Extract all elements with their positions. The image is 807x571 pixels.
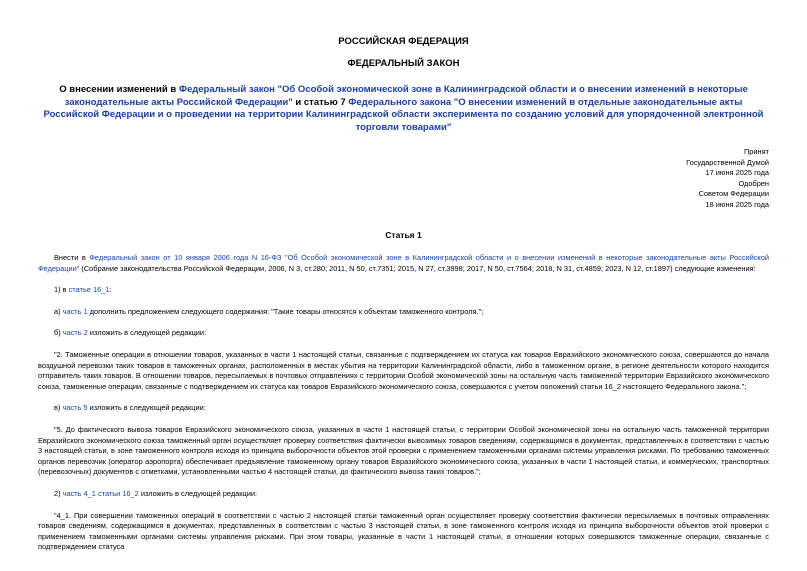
item-2-paragraph: [38, 489, 769, 500]
part-5-link[interactable]: часть 5: [62, 403, 88, 413]
text: а): [54, 306, 63, 316]
text: изложить в следующей редакции:: [138, 488, 258, 498]
quote-part-5: "5. До фактического вывоза товаров Евразийского экономического союза, указанных в части 1 настоящей статьи, с территории Особой экономической зоны на остальную часть таможенной территории Евразийского экономического союза таможенный орган осуществляет проверку соответствия фактически вывозимых товаров сведениям, содержащимся в документах, представленных в соответствии с частью 3 настоящей статьи, в зоне таможенного контроля исходя из принципа выборочности объектов этой проверки с применением таможенными органами системы управления рисками. По требованию таможенных органов перевозчик (оператор аэропорта) обеспечивает предъявление таможенному органу товаров Евразийского экономического союза, указанных в части 1 настоящей статьи, и коммерческих, транспортных (перевозочных) документов с отметками, установленными частью 4 настоящей статьи, до фактического вывоза таких товаров.";: [38, 424, 769, 477]
text: б): [54, 328, 63, 338]
title-prefix: О внесении изменений в: [59, 84, 179, 95]
adoption-line: 17 июня 2025 года: [705, 168, 769, 177]
text: в): [54, 403, 63, 413]
item-v-paragraph: [38, 403, 769, 414]
text: 1) в: [54, 285, 69, 295]
part-1-link[interactable]: часть 1: [62, 306, 88, 316]
item-b-paragraph: [38, 328, 769, 339]
title-link-federal-law[interactable]: Федеральный закон "Об Особой экономической зоне в Калининградской области и о внесении изменений в некоторые законодательные акты Российской Федерации": [64, 84, 748, 108]
adoption-line: Государственной Думой: [686, 157, 769, 167]
text: :: [109, 285, 112, 295]
text: (Собрание законодательства Российской Федерации, 2006, N 3, ст.280; 2011, N 50, ст.7351; 2015, N 27, ст.3998; 2017, N 50, ст.7564; 2018, N 31, ст.4859; 2023, N 12, ст.1897) следующие изменения:: [79, 263, 756, 273]
item-1-paragraph: [38, 285, 769, 296]
article-body: [38, 253, 769, 564]
item-a-paragraph: [38, 307, 769, 318]
text: Внести в: [54, 253, 90, 262]
text: изложить в следующей редакции:: [87, 328, 207, 338]
quote-part-2: "2. Таможенные операции в отношении товаров, указанных в части 1 настоящей статьи, связанные с подтверждением их статуса как товаров Евразийского экономического союза, совершаются до начала воздушной перевозки таких товаров в таможенных органах, расположенных в местах убытия на территории Калининградской области, либо в таможенном органе, в регионе деятельности которого находится отправитель таких товаров. В отношении товаров, пересылаемых в почтовых отправлениях с территории Особой экономической зоны на остальную часть таможенной территории Евразийского экономического союза, таможенные операции, связанные с подтверждением их статуса как товаров Евразийского экономического союза, совершаются с учетом положений статьи 16_2 настоящего Федерального закона.";: [38, 349, 769, 391]
adoption-block: [686, 147, 769, 210]
intro-paragraph: [38, 253, 769, 274]
adoption-line: 18 июня 2025 года: [705, 199, 769, 209]
part-4-1-link[interactable]: часть 4_1 статьи 16_2: [62, 488, 139, 498]
adoption-line: Советом Федерации: [698, 189, 769, 198]
intro-law-link[interactable]: Федеральный закон от 10 января 2006 года N 16-ФЗ "Об Особой экономической зоне в Калининградской области и о внесении изменений в некоторые законодательные акты Российской Федерации": [38, 253, 769, 273]
article-heading: Статья 1: [385, 230, 422, 240]
adoption-line: Одобрен: [738, 178, 769, 188]
adoption-line: Принят: [743, 147, 769, 156]
text: дополнить предложением следующего содержания: "Такие товары относятся к объектам таможенного контроля.";: [87, 306, 484, 316]
article-16-1-link[interactable]: статье 16_1: [68, 285, 110, 295]
title-middle: и статью 7: [292, 96, 349, 108]
law-title: [40, 84, 767, 134]
part-2-link[interactable]: часть 2: [62, 328, 88, 338]
country-heading: РОССИЙСКАЯ ФЕДЕРАЦИЯ: [338, 36, 469, 47]
title-link-article-7[interactable]: Федерального закона "О внесении изменений в отдельные законодательные акты Российской Федерации и о проведении на территории Калининградской области эксперимента по созданию условий для упорядоченной электронной торговли товарами": [43, 96, 764, 133]
text: 2): [54, 488, 63, 498]
text: изложить в следующей редакции:: [87, 403, 206, 413]
law-type-heading: ФЕДЕРАЛЬНЫЙ ЗАКОН: [347, 58, 460, 69]
quote-part-4-1: "4_1. При совершении таможенных операций в соответствии с частью 2 настоящей статьи таможенный орган осуществляет проверку соответствия фактически пересылаемых в почтовых отправлениях товаров сведениям, содержащимся в документах, представленных в соответствии с частью 3 настоящей статьи, в зоне таможенного контроля исходя из принципа выборочности объектов этой проверки с применением таможенными органами системы управления рисками. При этом товары, указанные в части 1 настоящей статьи, в отношении которых совершаются таможенные операции, связанные с подтверждением статуса: [38, 510, 769, 552]
